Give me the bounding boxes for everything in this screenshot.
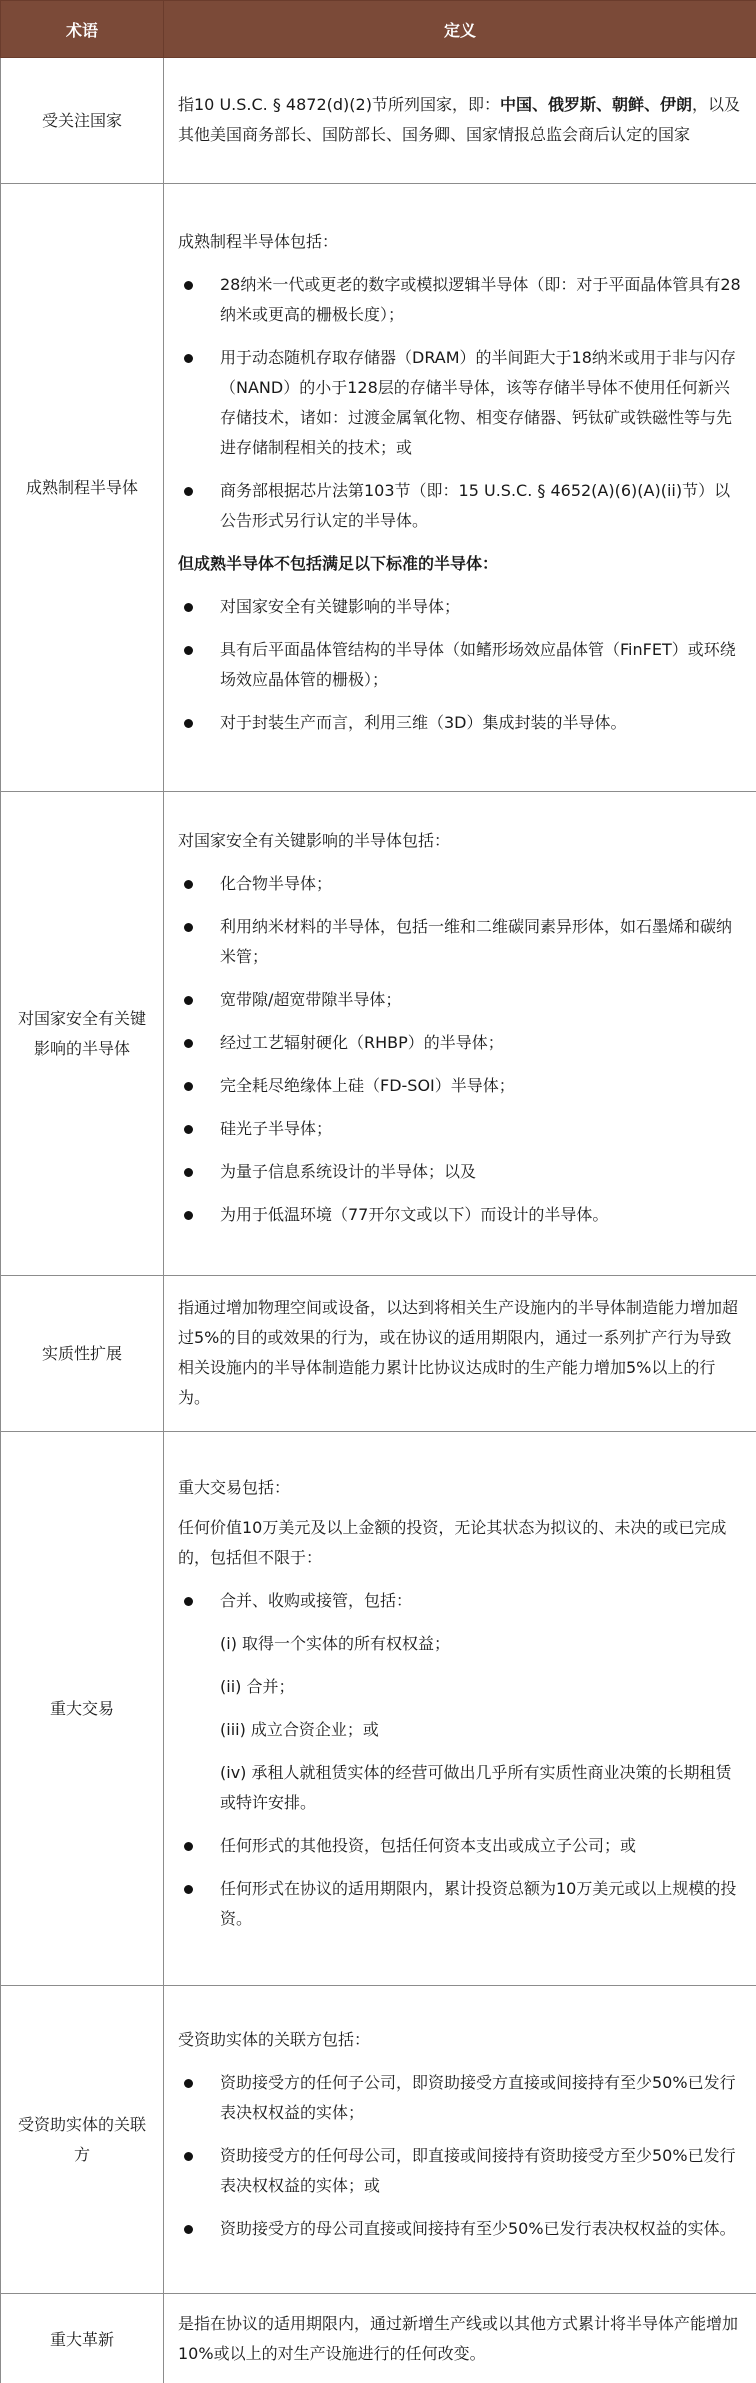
definition-text: [178, 90, 742, 150]
list-item: [178, 476, 742, 536]
intro-text: 受资助实体的关联方包括：: [178, 2029, 371, 2049]
sub-item: (iii) 成立合资企业；或: [220, 1719, 379, 1739]
bullet-icon: [184, 1125, 193, 1134]
list-item: [178, 2068, 742, 2128]
bullet-icon: [184, 1168, 193, 1177]
list-item-text: 对于封装生产而言，利用三维（3D）集成封装的半导体。: [220, 712, 627, 732]
list-item: [178, 343, 742, 463]
list-item-text: 资助接受方的任何母公司，即直接或间接持有资助接受方至少50%已发行表决权权益的实体；或: [220, 2145, 736, 2195]
list-item-text: 硅光子半导体；: [220, 1119, 333, 1138]
bullet-icon: [184, 1082, 193, 1091]
list-item: [178, 912, 742, 972]
definition-text: 任何价值10万美元及以上金额的投资，无论其状态为拟议的、未决的或已完成的，包括但不限于：: [178, 1517, 727, 1567]
list-item-text: 完全耗尽绝缘体上硅（FD-SOI）半导体；: [220, 1076, 515, 1095]
bullet-list: [178, 2068, 742, 2244]
list-item: [178, 1114, 742, 1144]
list-item-text: 资助接受方的任何子公司，即资助接受方直接或间接持有至少50%已发行表决权权益的实体；: [220, 2072, 736, 2122]
definition-cell: [164, 58, 756, 184]
text-span: 指10 U.S.C. § 4872(d)(2)节所列国家，即：: [178, 94, 500, 114]
list-item-text: 化合物半导体；: [220, 874, 333, 893]
bullet-list: [178, 869, 742, 1230]
bullet-icon: [184, 487, 193, 496]
table-row: [1, 1432, 756, 1986]
bullet-icon: [184, 1885, 193, 1894]
intro-text: 重大交易包括：: [178, 1477, 291, 1497]
bullet-icon: [184, 996, 193, 1005]
list-item: [178, 1831, 742, 1861]
list-item-text: 28纳米一代或更老的数字或模拟逻辑半导体（即：对于平面晶体管具有28纳米或更高的栅极长度）；: [220, 274, 741, 324]
term-cell: 重大革新: [1, 2294, 164, 2383]
list-item: [178, 1071, 742, 1101]
list-item: [178, 635, 742, 695]
bullet-icon: [184, 1211, 193, 1220]
header-definition: 定义: [164, 1, 756, 58]
bullet-icon: [184, 354, 193, 363]
list-item-text: 为用于低温环境（77开尔文或以下）而设计的半导体。: [220, 1205, 609, 1224]
list-item-text: 用于动态随机存取存储器（DRAM）的半间距大于18纳米或用于非与闪存（NAND）的小于128层的存储半导体，该等存储半导体不使用任何新兴存储技术，诸如：过渡金属氧化物、相变存储器、钙钛矿或铁磁性等与先进存储制程相关的技术；或: [220, 347, 736, 457]
definition-cell: [164, 1986, 756, 2294]
table-row: [1, 1986, 756, 2294]
bullet-icon: [184, 281, 193, 290]
list-item-text: 任何形式的其他投资，包括任何资本支出或成立子公司；或: [220, 1835, 637, 1855]
list-item: [178, 708, 742, 738]
list-item: [178, 2214, 742, 2244]
bullet-icon: [184, 1597, 193, 1606]
term-cell: 对国家安全有关键影响的半导体: [1, 792, 164, 1276]
term-cell: 受资助实体的关联方: [1, 1986, 164, 2294]
definition-text: 是指在协议的适用期限内，通过新增生产线或以其他方式累计将半导体产能增加10%或以上的对生产设施进行的任何改变。: [178, 2313, 739, 2363]
intro-text: 对国家安全有关键影响的半导体包括：: [178, 831, 451, 850]
bullet-icon: [184, 2079, 193, 2088]
list-item: [178, 1586, 742, 1616]
list-item-text: 宽带隙/超宽带隙半导体；: [220, 990, 402, 1009]
bullet-icon: [184, 2152, 193, 2161]
list-item: [178, 985, 742, 1015]
definition-cell: [164, 1276, 756, 1432]
list-item: [178, 869, 742, 899]
sub-item: (i) 取得一个实体的所有权权益；: [220, 1633, 451, 1653]
list-item-text: 商务部根据芯片法第103节（即：15 U.S.C. § 4652(A)(6)(A)(ii)节）以公告形式另行认定的半导体。: [220, 480, 731, 530]
definition-cell: [164, 1432, 756, 1986]
table-row: [1, 184, 756, 792]
list-item: [178, 592, 742, 622]
list-item: [178, 1028, 742, 1058]
list-item-text: 任何形式在协议的适用期限内，累计投资总额为10万美元或以上规模的投资。: [220, 1878, 737, 1928]
table-header-row: [1, 1, 756, 58]
list-item-text: 为量子信息系统设计的半导体；以及: [220, 1162, 477, 1181]
bullet-icon: [184, 1842, 193, 1851]
bullet-icon: [184, 923, 193, 932]
list-item-text: 合并、收购或接管，包括：: [220, 1590, 413, 1610]
bullet-icon: [184, 1039, 193, 1048]
bullet-icon: [184, 646, 193, 655]
header-term: 术语: [1, 1, 164, 58]
bullet-list: [178, 1831, 742, 1934]
list-item: [178, 1874, 742, 1934]
exclusion-heading: 但成熟半导体不包括满足以下标准的半导体：: [178, 553, 499, 573]
sub-item: (ii) 合并；: [220, 1676, 295, 1696]
list-item-text: 利用纳米材料的半导体，包括一维和二维碳同素异形体，如石墨烯和碳纳米管；: [220, 917, 733, 966]
sub-item: (iv) 承租人就租赁实体的经营可做出几乎所有实质性商业决策的长期租赁或特许安排。: [220, 1762, 732, 1812]
list-item-text: 对国家安全有关键影响的半导体；: [220, 596, 461, 616]
term-cell: 受关注国家: [1, 58, 164, 184]
list-item-text: 具有后平面晶体管结构的半导体（如鳍形场效应晶体管（FinFET）或环绕场效应晶体管的栅极）；: [220, 639, 736, 689]
bullet-icon: [184, 603, 193, 612]
table-row: [1, 2294, 756, 2383]
table-row: [1, 1276, 756, 1432]
term-cell: 实质性扩展: [1, 1276, 164, 1432]
intro-text: 成熟制程半导体包括：: [178, 231, 339, 251]
list-item-text: 资助接受方的母公司直接或间接持有至少50%已发行表决权权益的实体。: [220, 2218, 736, 2238]
definition-cell: [164, 184, 756, 792]
bold-countries: 中国、俄罗斯、朝鲜、伊朗: [499, 94, 692, 114]
list-item: [178, 1157, 742, 1187]
list-item: [178, 1200, 742, 1230]
list-item-text: 经过工艺辐射硬化（RHBP）的半导体；: [220, 1033, 504, 1052]
bullet-icon: [184, 719, 193, 728]
bullet-list: [178, 592, 742, 738]
bullet-list: [178, 270, 742, 536]
text-span: ，以及其他美国商务部长、国防部长、国务卿、国家情报总监会商后认定的国家: [178, 94, 740, 144]
bullet-icon: [184, 2225, 193, 2234]
term-cell: 重大交易: [1, 1432, 164, 1986]
definition-text: 指通过增加物理空间或设备，以达到将相关生产设施内的半导体制造能力增加超过5%的目的或效果的行为，或在协议的适用期限内，通过一系列扩产行为导致相关设施内的半导体制造能力累计比协议达成时的生产能力增加5%以上的行为。: [178, 1297, 739, 1407]
list-item: [178, 270, 742, 330]
bullet-list: [178, 1586, 742, 1616]
table-row: [1, 792, 756, 1276]
definition-cell: [164, 792, 756, 1276]
bullet-icon: [184, 880, 193, 889]
term-cell: 成熟制程半导体: [1, 184, 164, 792]
definition-cell: [164, 2294, 756, 2383]
table-row: [1, 58, 756, 184]
list-item: [178, 2141, 742, 2201]
